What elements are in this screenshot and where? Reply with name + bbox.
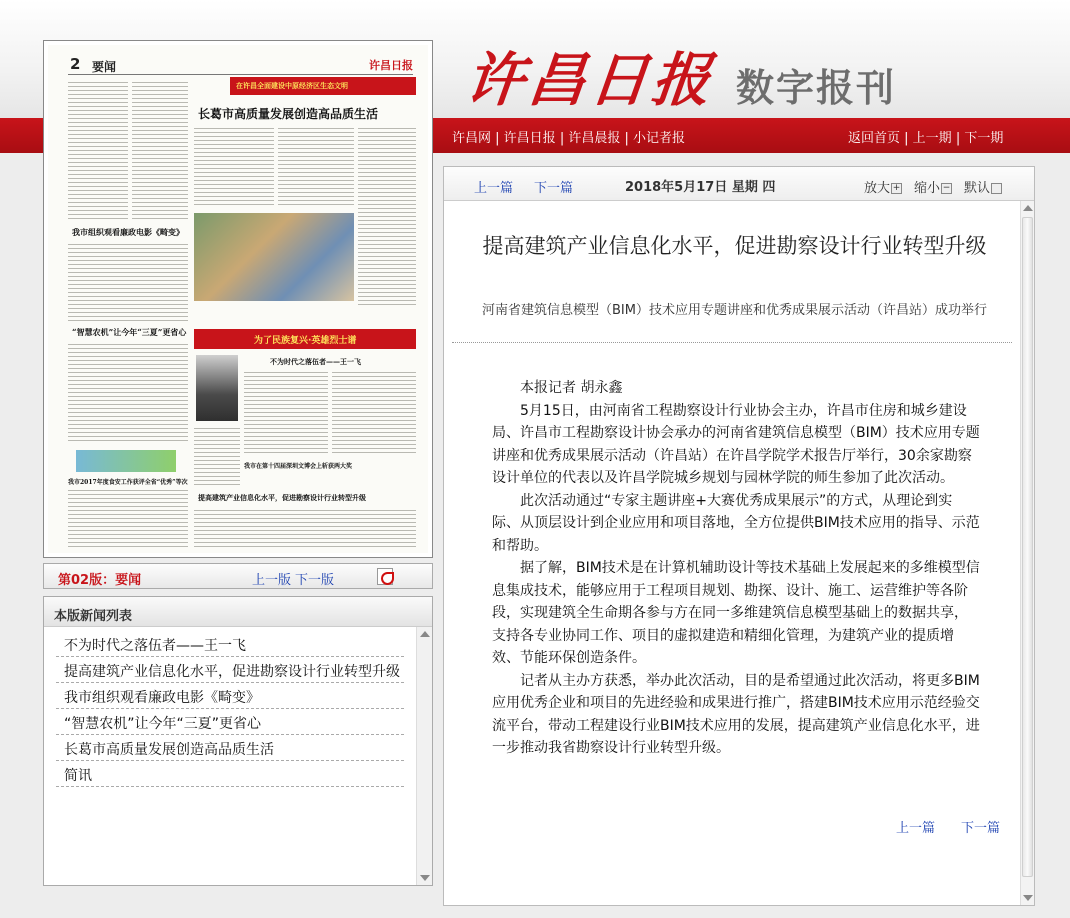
paper-text-column: [68, 343, 188, 443]
paper-headline-cinema[interactable]: 我市组织观看廉政电影《畸变》: [72, 227, 184, 237]
news-list-item[interactable]: “智慧农机”让今年“三夏”更省心: [56, 709, 404, 735]
news-list-item[interactable]: 我市组织观看廉政电影《畸变》: [56, 683, 404, 709]
paper-photo-field: [76, 450, 176, 472]
next-article-link[interactable]: 下一篇: [534, 181, 574, 196]
newspaper-page-frame: [43, 40, 433, 558]
paper-text-column: [194, 127, 274, 207]
paper-page-num: 2: [70, 55, 81, 73]
paper-headline-agri[interactable]: “智慧农机”让今年“三夏”更省心: [72, 327, 187, 337]
nav-link-xuchang-net[interactable]: 许昌网: [452, 131, 492, 146]
news-list-header: 本版新闻列表: [44, 597, 432, 627]
nav-prev-issue-link[interactable]: 上一期: [912, 131, 952, 146]
scroll-down-icon[interactable]: [420, 875, 430, 881]
paper-text-column: [332, 371, 416, 455]
paper-top-banner: 在许昌全面建设中原经济区生态文明: [230, 77, 416, 95]
nav-home-link[interactable]: 返回首页: [848, 131, 901, 146]
article-content: [444, 201, 1020, 905]
top-nav-right: 返回首页 | 上一期 | 下一期: [848, 131, 1004, 146]
minus-icon: −: [942, 183, 951, 193]
nav-link-xuchang-daily[interactable]: 许昌日报: [503, 131, 556, 146]
article-panel: [443, 166, 1035, 906]
scroll-down-icon[interactable]: [1023, 895, 1033, 901]
paper-text-column: [132, 81, 188, 221]
article-subtitle: 河南省建筑信息模型（BIM）技术应用专题讲座和优秀成果展示活动（许昌站）成功举行: [482, 303, 987, 318]
article-paragraph: 5月15日，由河南省工程勘察设计行业协会主办，许昌市住房和城乡建设局、许昌市工程勘察设计协会承办的河南省建筑信息模型（BIM）技术应用专题讲座和优秀成果展示活动（许昌站）在许昌学院学术报告厅举行，30余家勘察设计单位的代表以及许昌学院城乡规划与园林学院的师生参加了此次活动。: [492, 402, 980, 486]
zoom-in-button[interactable]: [864, 177, 902, 196]
default-size-button[interactable]: [964, 177, 1002, 196]
newspaper-page[interactable]: [48, 45, 428, 553]
article-paragraph: 据了解，BIM技术是在计算机辅助设计等技术基础上发展起来的多维模型信息集成技术，能够应用于工程项目规划、勘探、设计、施工、运营维护等各阶段，实现建筑全生命期各参与方在同一多维建筑信息模型基础上的数据共享，支持各专业协同工作、项目的虚拟建造和精细化管理，为建筑产业的提质增效、节能环保创造条件。: [492, 560, 980, 666]
plus-icon: +: [892, 183, 901, 193]
paper-text-column: [278, 127, 354, 207]
paper-brand: 许昌日报: [369, 59, 413, 72]
nav-link-xuchang-morning[interactable]: 许昌晨报: [568, 131, 621, 146]
news-list-item[interactable]: 简讯: [56, 761, 404, 787]
nav-link-kids-reporter[interactable]: 小记者报: [633, 131, 686, 146]
paper-headline-bim[interactable]: 提高建筑产业信息化水平，促进勘察设计行业转型升级: [198, 493, 366, 502]
paper-headline-changge[interactable]: 长葛市高质量发展创造高品质生活: [198, 107, 379, 121]
pdf-download-icon[interactable]: [377, 568, 393, 585]
paper-text-column: [68, 81, 128, 221]
paper-photo-portrait: [196, 355, 238, 421]
logo-subtitle: 数字报刊: [736, 66, 897, 110]
article-byline: 本报记者 胡永鑫: [520, 380, 623, 396]
paper-text-column: [194, 509, 416, 549]
site-logo[interactable]: [462, 44, 897, 116]
prev-article-link[interactable]: 上一篇: [474, 181, 514, 196]
scroll-thumb[interactable]: [1022, 217, 1033, 877]
nav-next-issue-link[interactable]: 下一期: [964, 131, 1004, 146]
zoom-in-label: 放大: [864, 181, 891, 196]
issue-date: 2018年5月17日 星期 四: [625, 180, 776, 195]
paper-text-column: [68, 489, 188, 549]
news-list-item[interactable]: 不为时代之落伍者——王一飞: [56, 631, 404, 657]
default-size-icon: [991, 183, 1002, 194]
article-body: [492, 377, 980, 760]
paper-mid-banner: 为了民族复兴·英雄烈士谱: [194, 329, 416, 349]
prev-edition-link[interactable]: 上一版: [252, 573, 292, 588]
scroll-up-icon[interactable]: [420, 631, 430, 637]
paper-text-column: [358, 127, 416, 307]
edition-label: 第02版：要闻: [58, 573, 142, 588]
next-edition-link[interactable]: 下一版: [295, 573, 335, 588]
news-list-item[interactable]: 提高建筑产业信息化水平，促进勘察设计行业转型升级: [56, 657, 404, 683]
article-divider: [452, 342, 1012, 343]
news-list-item[interactable]: 长葛市高质量发展创造高品质生活: [56, 735, 404, 761]
edition-bar: [43, 563, 433, 589]
news-list-panel: [43, 596, 433, 886]
bottom-prev-article-link[interactable]: 上一篇: [896, 821, 936, 836]
zoom-out-label: 缩小: [914, 181, 941, 196]
zoom-out-button[interactable]: [914, 177, 952, 196]
paper-photo-market: [194, 213, 354, 301]
article-title: 提高建筑产业信息化水平，促进勘察设计行业转型升级: [482, 234, 987, 258]
paper-page-name: 要闻: [92, 60, 117, 74]
paper-headline-food[interactable]: 我市2017年度食安工作获评全省“优秀”等次: [68, 479, 188, 486]
paper-headline-expo[interactable]: 我市在第十四届深圳文博会上斩获两大奖: [244, 463, 353, 470]
top-nav-left: 许昌网 | 许昌日报 | 许昌晨报 | 小记者报: [452, 131, 686, 146]
news-list-scrollbar[interactable]: [416, 627, 432, 885]
news-list: [56, 631, 404, 787]
paper-text-column: [68, 243, 188, 321]
article-paragraph: 此次活动通过“专家主题讲座+大赛优秀成果展示”的方式，从理论到实际、从顶层设计到企业应用和项目落地，全方位提供BIM技术应用的指导、示范和帮助。: [492, 492, 980, 554]
paper-headline-hero[interactable]: 不为时代之落伍者——王一飞: [270, 357, 361, 366]
default-size-label: 默认: [964, 181, 991, 196]
bottom-next-article-link[interactable]: 下一篇: [961, 821, 1001, 836]
scroll-up-icon[interactable]: [1023, 205, 1033, 211]
paper-text-column: [244, 371, 328, 455]
article-paragraph: 记者从主办方获悉，举办此次活动，目的是希望通过此次活动，将更多BIM应用优秀企业和项目的先进经验和成果进行推广，搭建BIM技术应用示范经验交流平台，带动工程建设行业BIM技术应用的发展，提高建筑产业信息化水平，进一步推动我省勘察设计行业转型升级。: [492, 672, 980, 756]
paper-header: [68, 55, 413, 75]
logo-text: 许昌日报: [462, 46, 718, 114]
article-toolbar: [444, 167, 1034, 201]
article-scrollbar[interactable]: [1020, 201, 1034, 905]
paper-text-column: [194, 427, 240, 487]
